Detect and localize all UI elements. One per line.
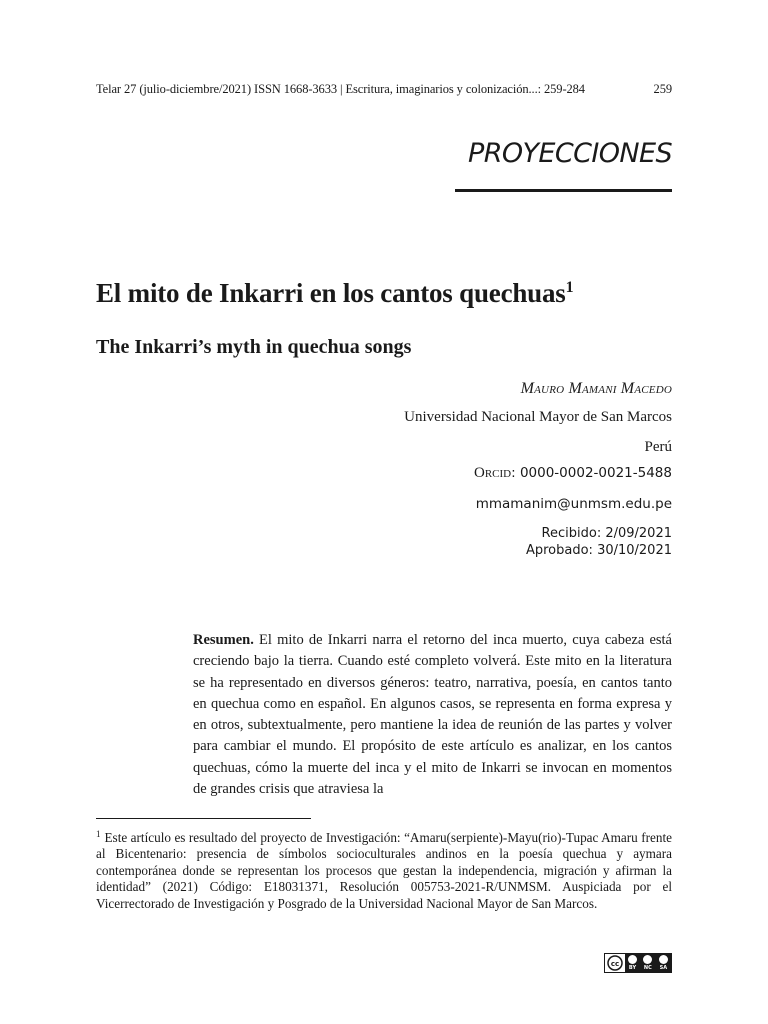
journal-issue: 27 (julio-diciembre/2021) ISSN 1668-3633 (121, 82, 341, 96)
header-section: Escritura, imaginarios y colonización...: 259-284 (342, 82, 585, 96)
cc-circle-icon (607, 955, 623, 971)
orcid-label: Orcid (473, 465, 512, 481)
footnote-text: Este artículo es resultado del proyecto de Investigación: “Amaru(serpiente)-Mayu(rio)-Tupac Amaru frente al Bicentenario: presencia de símbolos socioculturales andinos en la poesía quechua y aymara contemporánea donde se representan los procesos que gestan la independencia, migración y afirman la identidad” (2021) Código: E18031371, Resolución 005753-2021-R/UNMSM. Auspiciada por el Vicerrectorado de Investigación y Posgrado de la Universidad Nacional Mayor de San Marcos. (96, 830, 672, 911)
creative-commons-by-nc-sa-icon[interactable] (604, 953, 672, 973)
approved-date: Aprobado: 30/10/2021 (525, 543, 672, 558)
header-separator: | (340, 82, 343, 96)
section-title: PROYECCIONES (468, 138, 672, 169)
cc-terms (625, 954, 671, 972)
cc-badge-text: cc (610, 960, 620, 968)
author-name: Mauro Mamani Macedo (520, 380, 672, 397)
author-country: Perú (644, 439, 672, 455)
by-icon (628, 955, 637, 964)
sa-icon (659, 955, 668, 964)
footnote (96, 826, 672, 912)
author-email[interactable]: mmamanim@unmsm.edu.pe (475, 496, 672, 512)
footnote-mark: 1 (96, 829, 101, 839)
running-header (96, 82, 672, 97)
abstract (193, 630, 672, 800)
author-affiliation: Universidad Nacional Mayor de San Marcos (404, 409, 672, 425)
article-dates (526, 525, 672, 559)
author-orcid (474, 465, 672, 482)
abstract-label: Resumen. (193, 632, 254, 648)
abstract-text: El mito de Inkarri narra el retorno del inca muerto, cuya cabeza está creciendo bajo la tierra. Cuando esté completo volverá. Este mito en la literatura se ha representado en diversos géneros: teatro, narrativa, poesía, en cantos tanto en quechua como en español. En algunos casos, se representa en forma expresa y en otros, subtextualmente, pero mantiene la idea de reunión de las partes y volver para cambiar el mundo. El propósito de este artículo es analizar, en los cantos quechuas, cómo la muerte del inca y el mito de Inkarri se invocan en momentos de grandes crisis que atraviesa la (193, 632, 672, 798)
article-title (96, 278, 573, 309)
cc-badge (605, 954, 625, 972)
page-number: 259 (653, 82, 672, 96)
received-date: Recibido: 2/09/2021 (541, 526, 672, 541)
nc-icon (643, 955, 652, 964)
footnote-rule (96, 818, 311, 819)
journal-name: Telar (96, 82, 121, 96)
article-title-text: El mito de Inkarri en los cantos quechuas (96, 278, 566, 308)
cc-label-nc: NC (643, 965, 652, 971)
article-subtitle: The Inkarri’s myth in quechua songs (96, 336, 412, 358)
title-footnote-mark[interactable]: 1 (565, 279, 574, 296)
section-rule (455, 189, 672, 192)
orcid-value[interactable]: : 0000-0002-0021-5488 (511, 465, 672, 481)
cc-label-by: BY (628, 965, 637, 971)
cc-label-sa: SA (659, 965, 668, 971)
